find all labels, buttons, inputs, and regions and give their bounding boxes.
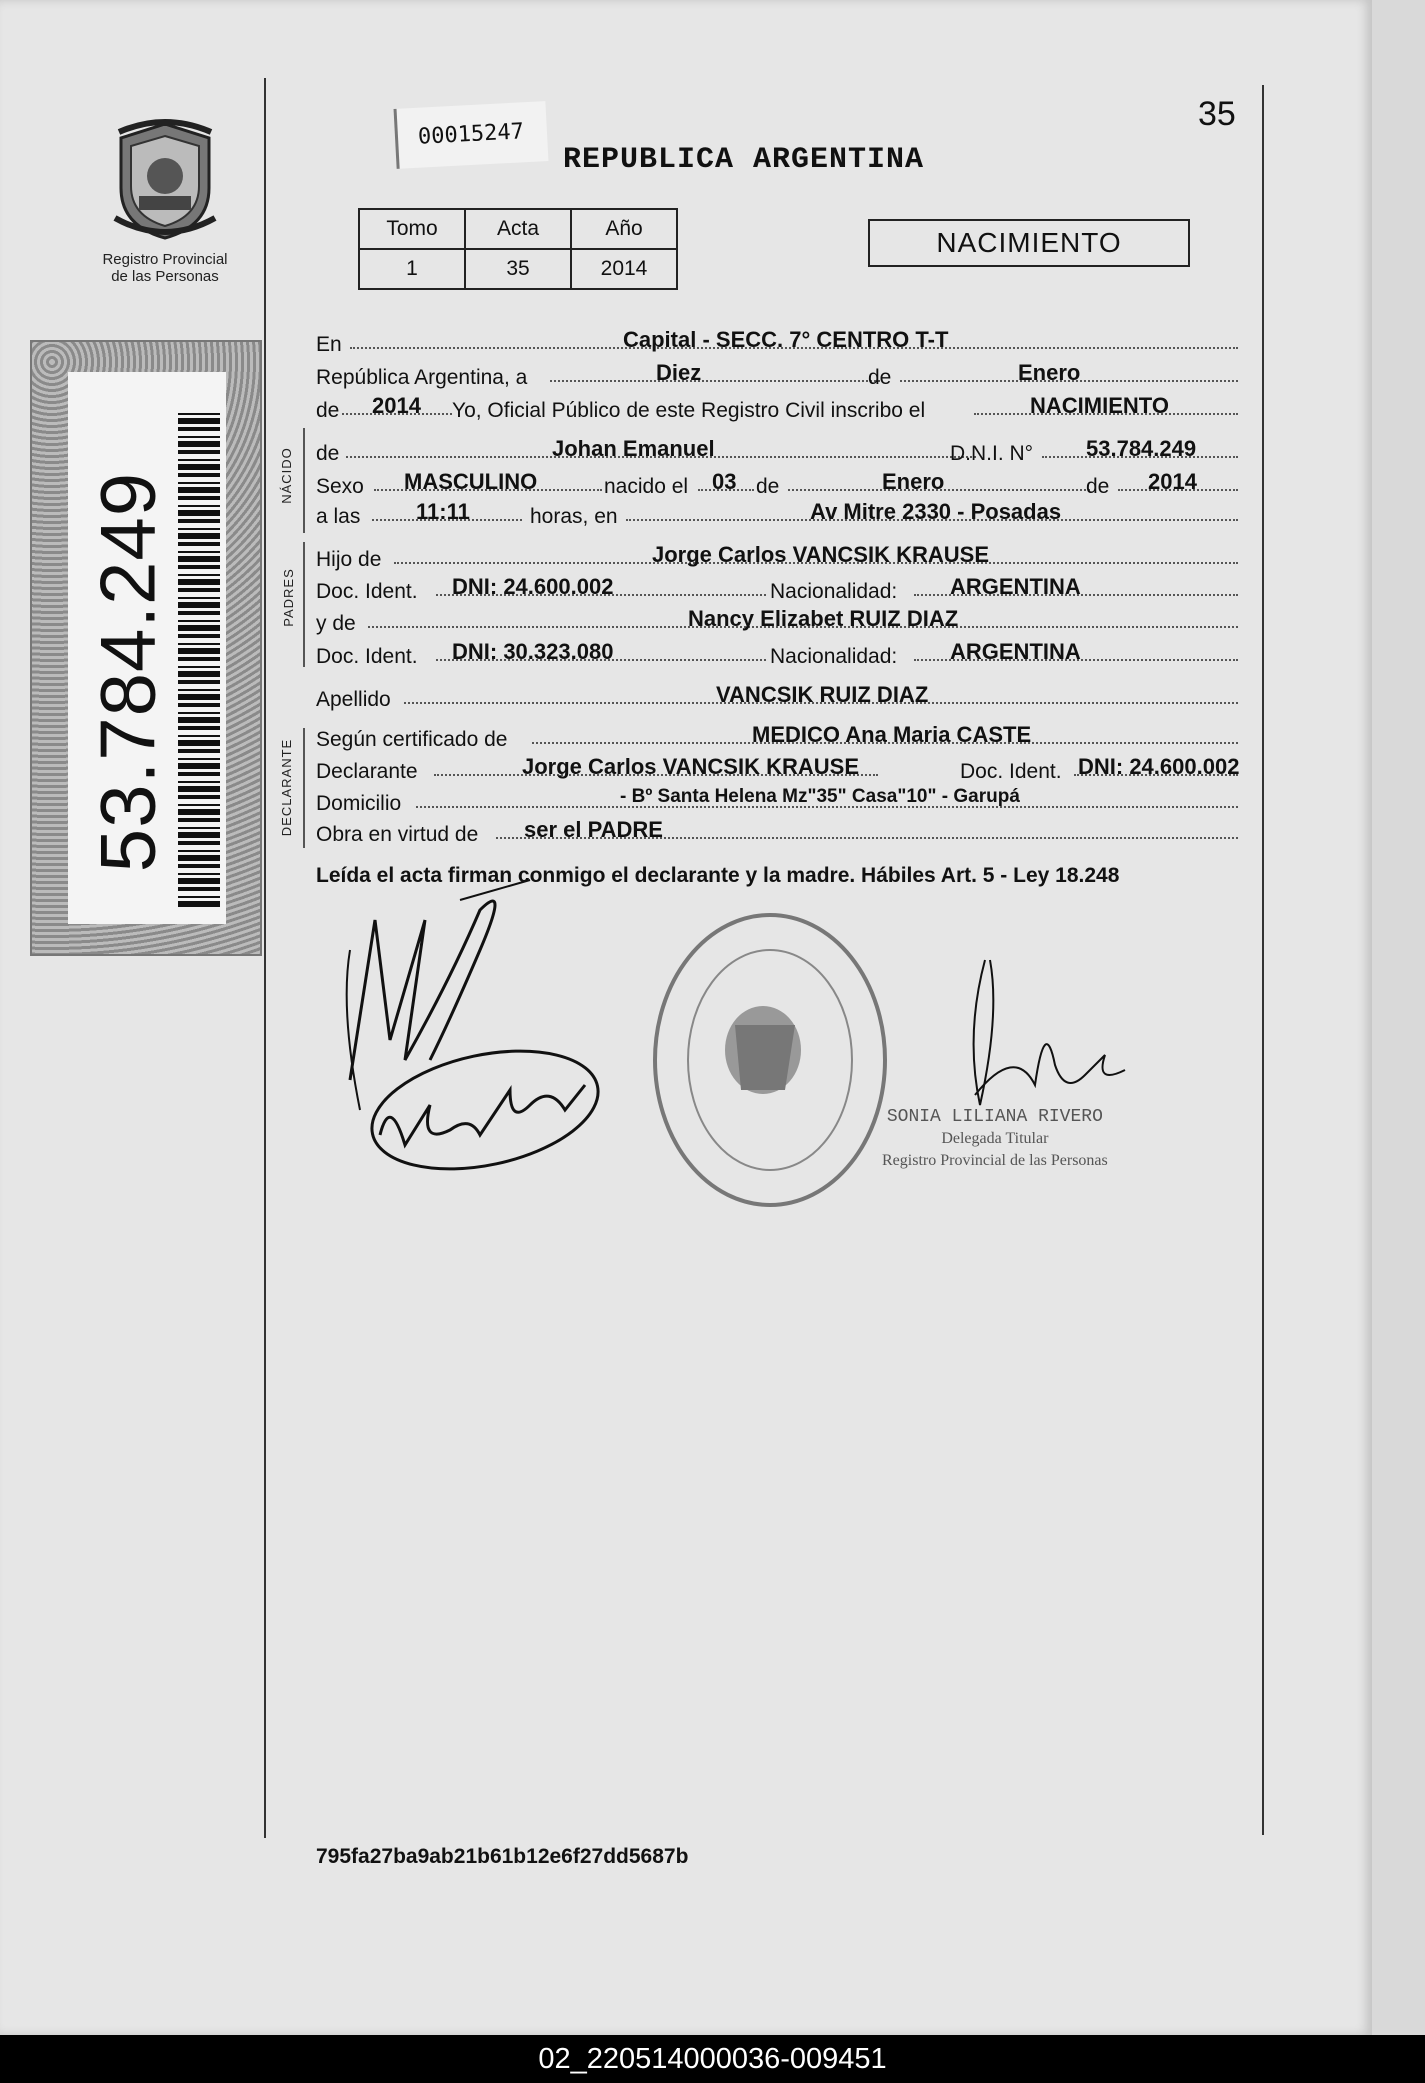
official-role: Delegada Titular [941, 1130, 1049, 1147]
form-row-domicilio [316, 786, 1244, 822]
barcode-sticker [30, 340, 262, 956]
sexo-value: MASCULINO [404, 469, 538, 494]
mes-value: Enero [1018, 360, 1081, 385]
horas-label: horas, en [530, 505, 618, 528]
table-header-anio: Año [571, 209, 677, 249]
nacionalidad-label: Nacionalidad: [770, 580, 898, 603]
sticker-number: 53.784.249 [83, 471, 172, 873]
dotted-line [550, 380, 880, 382]
hijo-label: Hijo de [316, 548, 382, 571]
madre-doc-value: DNI: 30.323.080 [452, 639, 614, 664]
right-margin-line [1262, 85, 1264, 1835]
domicilio-value: - Bº Santa Helena Mz"35" Casa"10" - Garupá [620, 786, 1020, 807]
de-mes-label: de [756, 475, 780, 498]
doc-label: Doc. Ident. [316, 580, 418, 603]
registry-logo [95, 118, 235, 298]
nombre-value: Johan Emanuel [552, 436, 715, 461]
table-cell-tomo: 1 [359, 249, 465, 289]
table-header-row [359, 209, 677, 249]
official-name: SONIA LILIANA RIVERO [886, 1107, 1103, 1127]
record-type-box: NACIMIENTO [868, 219, 1190, 267]
sticker-inner [68, 372, 226, 924]
obra-value: ser el PADRE [524, 817, 663, 842]
section-bar-nacido [303, 428, 305, 533]
nacionalidad-label: Nacionalidad: [770, 645, 898, 668]
table-header-acta: Acta [465, 209, 571, 249]
certificado-value: MEDICO Ana Maria CASTE [752, 722, 1032, 747]
official-org: Registro Provincial de las Personas [882, 1152, 1108, 1169]
form-row-madre-doc [316, 639, 1244, 675]
de-anio-label: de [316, 399, 340, 422]
declarante-value: Jorge Carlos VANCSIK KRAUSE [522, 754, 859, 779]
section-label-declarante: DECLARANTE [279, 738, 295, 837]
document-title: REPUBLICA ARGENTINA [563, 143, 925, 177]
scan-background [1372, 0, 1425, 2035]
left-margin-line [264, 78, 266, 1838]
legal-statement: Leída el acta firman conmigo el declarante y la madre. Hábiles Art. 5 - Ley 18.248 [316, 864, 1120, 887]
padre-doc-value: DNI: 24.600.002 [452, 574, 614, 599]
de-label: de [868, 366, 892, 389]
padre-nac-value: ARGENTINA [950, 574, 1081, 599]
nac-dia-value: 03 [712, 469, 737, 494]
official-signature-icon [955, 955, 1155, 1115]
logo-caption: Registro Provincial de las Personas [102, 251, 228, 285]
table-header-tomo: Tomo [359, 209, 465, 249]
obra-label: Obra en virtud de [316, 823, 479, 846]
scan-footer-id: 02_220514000036-009451 [0, 2035, 1425, 2083]
section-label-padres: PADRES [280, 568, 296, 627]
dia-value: Diez [656, 360, 702, 385]
domicilio-label: Domicilio [316, 792, 402, 815]
form-row-fecha [316, 360, 1244, 396]
padre-value: Jorge Carlos VANCSIK KRAUSE [652, 542, 989, 567]
dni-label: D.N.I. N° [950, 442, 1034, 465]
de-nombre-label: de [316, 442, 340, 465]
anio-value: 2014 [372, 393, 421, 418]
en-label: En [316, 333, 342, 356]
declarante-doc-value: DNI: 24.600.002 [1078, 754, 1240, 779]
form-row-obra [316, 817, 1244, 853]
form-row-hora [316, 499, 1244, 535]
table-row [359, 249, 677, 289]
republica-label: República Argentina, a [316, 366, 528, 389]
barcode-icon [178, 412, 220, 907]
apellido-label: Apellido [316, 688, 391, 711]
madre-nac-value: ARGENTINA [950, 639, 1081, 664]
hora-value: 11:11 [416, 499, 470, 524]
de-anio2-label: de [1086, 475, 1110, 498]
nac-mes-value: Enero [882, 469, 945, 494]
serial-number: 00015247 [394, 101, 549, 169]
dni-value: 53.784.249 [1086, 436, 1197, 461]
nac-anio-value: 2014 [1148, 469, 1197, 494]
doc-label: Doc. Ident. [316, 645, 418, 668]
tomo-acta-anio-table [358, 208, 678, 290]
madre-value: Nancy Elizabet RUIZ DIAZ [688, 606, 959, 631]
madre-signature-icon [360, 1035, 610, 1185]
declarante-label: Declarante [316, 760, 418, 783]
form-row-nombre [316, 436, 1244, 472]
misiones-seal-icon [105, 118, 225, 242]
lugar-value: Capital - SECC. 7° CENTRO T-T [623, 327, 949, 352]
page-number: 35 [1198, 95, 1236, 133]
lugar-nac-value: Av Mitre 2330 - Posadas [810, 499, 1062, 524]
table-cell-acta: 35 [465, 249, 571, 289]
form-row-apellido [316, 682, 1244, 718]
form-row-inscripcion [316, 393, 1244, 429]
alas-label: a las [316, 505, 361, 528]
doc2-label: Doc. Ident. [960, 760, 1062, 783]
apellido-value: VANCSIK RUIZ DIAZ [716, 682, 929, 707]
yo-label: Yo, Oficial Público de este Registro Civil inscribo el [452, 399, 926, 422]
yde-label: y de [316, 612, 356, 635]
sexo-label: Sexo [316, 475, 364, 498]
document-hash: 795fa27ba9ab21b61b12e6f27dd5687b [316, 1845, 689, 1868]
form-row-madre [316, 606, 1244, 642]
official-stamp-text [882, 1106, 1108, 1172]
nacido-label: nacido el [604, 475, 689, 498]
form-row-lugar [316, 327, 1244, 363]
official-stamp-icon [645, 905, 895, 1215]
section-label-nacido: NÁCIDO [278, 447, 294, 504]
acto-value: NACIMIENTO [1030, 393, 1169, 418]
table-cell-anio: 2014 [571, 249, 677, 289]
certificado-label: Según certificado de [316, 728, 508, 751]
section-bar-padres [303, 542, 305, 667]
section-bar-declarante [303, 728, 305, 848]
